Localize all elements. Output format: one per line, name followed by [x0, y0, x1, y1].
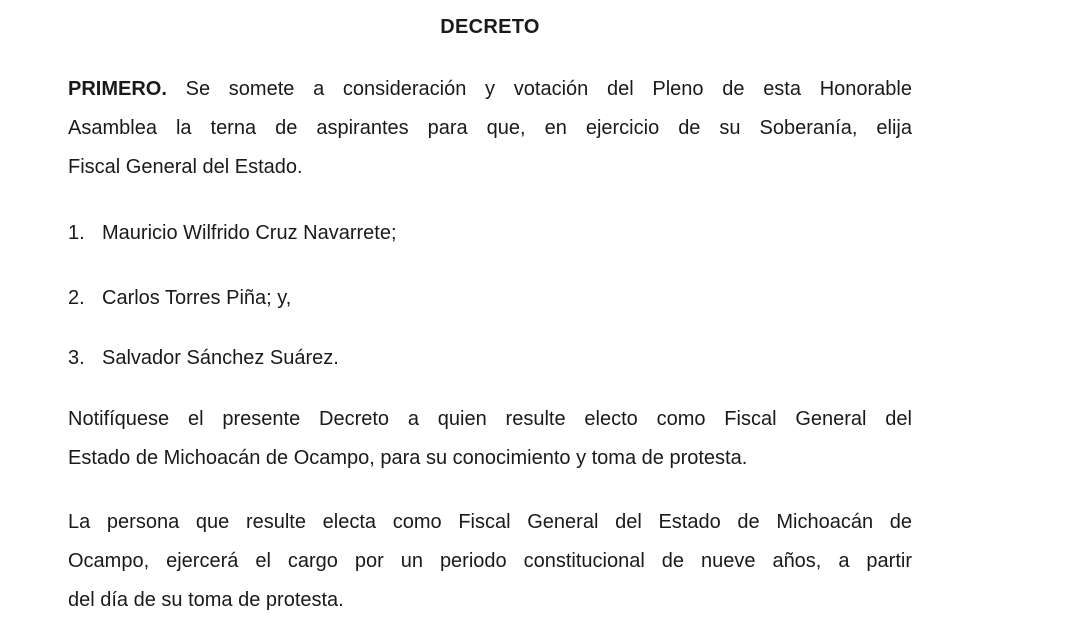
paragraph-line: Fiscal General del Estado.	[68, 156, 303, 178]
paragraph-primero	[68, 70, 912, 187]
paragraph-line: Ocampo, ejercerá el cargo por un periodo constitucional de nueve años, a partir	[68, 550, 912, 572]
paragraph-line: del día de su toma de protesta.	[68, 589, 344, 611]
list-number: 2.	[68, 287, 85, 309]
paragraph-line: Asamblea la terna de aspirantes para que, en ejercicio de su Soberanía, elija	[68, 117, 912, 139]
list-text: Mauricio Wilfrido Cruz Navarrete;	[102, 222, 397, 244]
list-text: Carlos Torres Piña; y,	[102, 287, 292, 309]
paragraph-line: La persona que resulte electa como Fiscal General del Estado de Michoacán de	[68, 511, 912, 533]
list-number: 1.	[68, 222, 85, 244]
paragraph-notification	[68, 400, 912, 478]
paragraph-line	[68, 70, 912, 109]
paragraph-line: Estado de Michoacán de Ocampo, para su conocimiento y toma de protesta.	[68, 447, 748, 469]
list-item	[68, 346, 339, 370]
list-text: Salvador Sánchez Suárez.	[102, 347, 339, 369]
paragraph-term	[68, 503, 912, 620]
list-item	[68, 221, 397, 245]
paragraph-lead: PRIMERO.	[68, 78, 167, 100]
document-title: DECRETO	[440, 16, 540, 38]
list-number: 3.	[68, 347, 85, 369]
paragraph-text: Se somete a consideración y votación del Pleno de esta Honorable	[185, 78, 912, 100]
paragraph-line: Notifíquese el presente Decreto a quien resulte electo como Fiscal General del	[68, 408, 912, 430]
list-item	[68, 286, 291, 310]
